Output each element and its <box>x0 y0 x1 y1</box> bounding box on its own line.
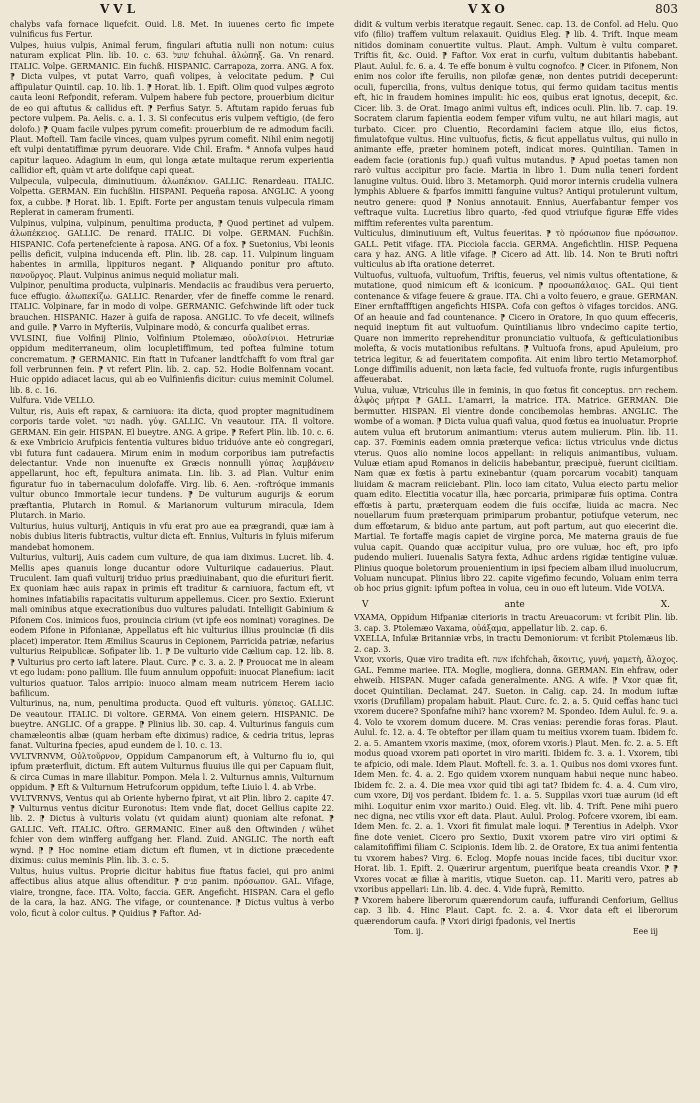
dictionary-entry: Vulturinus, na, num, penultima producta. Quod eft vulturis. γύπειος. GALLIC. De veautour. ITALIC. Di voltore. GERMA. Von einem geiern. HISPANIC. De bueytre. ANGLIC. Of a grappe. ⁋ Plinius lib. 30. cap. 4. Vulturinus fanguis cum chamæleontis albæ (quam herbam efte diximus) radice, & cedria tritus, lepras fanat. Vulturina fpecies, apud eundem de l. 10. c. 13. <box>10 699 334 751</box>
signature-mark: Tom. ij. <box>394 926 424 936</box>
dictionary-entry: VXAMA, Oppidum Hifpaniæ citerioris in tractu Areuacorum: vt fcribit Plin. lib. 3. cap. 3. Ptolemæo Vaxama, οὐάξαμα, appellatur lib. 2. cap. 6. <box>354 613 678 633</box>
dictionary-entry: Vulticulus, diminutiuum eft, Vultus feueritas. ⁋ τὸ πρόσωπον fiue πρόσωπον. GALL. Petit vifage. ITA. Picciola faccia. GERMA. Angefichtlin. HISP. Pequena cara y haz. ANG. A litle vifage. ⁋ Cicero ad Att. lib. 14. Non te Bruti noftri vulticulus ab ifta oratione deterret. <box>354 229 678 270</box>
right-column <box>354 20 678 1095</box>
section-letter: V <box>362 599 369 610</box>
dictionary-entry: Vultuofus, vultuofa, vultuofum, Triftis, feuerus, vel nimis vultus oftentatione, & mutatione, quod nimicum eft & iconicum. ⁋ προσωπάλαιος. GAL. Qui tient contenance & vifage feuere & graue. ITA. Chi a volto feuero, e graue. GERMAN. Einer ernftaffftigen angefichts HISPA. Cofa con geftos ò vifages torcidos. ANG. Of an heauie and fad countenance. ⁋ Cicero in Oratore, In quo quum effeceris, nequid ineptum fit aut vultuofum. Quintilianus libro vndecimo capite tertio, Quare non immerito reprehenditur pronunciatio vultuofa, & gefticulationibus molefta, & vocis mutationibus refultans. ⁋ Vultuofa frons, apud Apuleium, pro tetrica legitur, & ad feueritatem compofita. Ait enim libro tertio Metamorphof. Longe diffimilis aduenit, non læta facie, fed vultuofa fronte, rugis infurgentibus affeuerabat. <box>354 270 678 385</box>
dictionary-entry: VVLTVRNVM, Οὐλτοῦρνον, Oppidum Campanorum eft, à Vulturno flu io, qui ipfum præterfluit, dictum. Eft autem Vulturnus fluuius ille qui per Capuam fluit, & circa Cumas in mare illabitur. Pompon. Mela l. 2. Vulturnus amnis, Vulturnum oppidum. ⁋ Eft & Vulturnum Hetrufcorum oppidum, tefte Liuio l. 4. ab Vrbe. <box>10 751 334 793</box>
page-number: 803 <box>655 2 678 16</box>
catchword: Eee iij <box>632 926 658 936</box>
running-head-left: VVL <box>100 2 140 16</box>
left-column <box>10 20 334 1095</box>
dictionary-entry: Vultus, huius vultus. Proprie dicitur habitus fiue ftatus faciei, qui pro animi affectibus alius atque alius oftenditur. ⁋ פנים panim. πρόσωπον. GAL. Vifage, viaire, trongne, face. ITA. Volto, faccia. GER. Angeficht. HISPAN. Cara el geflo de la cara, la haz. ANG. The vifage, or countenance. ⁋ Dictus vultus à verbo volo, ficut à color cultus. ⁋ Quidius ⁋ Faftor. Ad- <box>10 866 334 918</box>
dictionary-entry: Vulpinor, penultima producta, vulpinaris. Mendaciis ac fraudibus vera peruerto, fuce effugio. ἀλωπεκίζω. GALLIC. Renarder, vfer de fineffe comme le renard. ITALIC. Volpinare, far in modo di volpe. GERMANIC. Gefchwinde lift oder tuck brauchen. HISPANIC. Hazer à guifa de raposa. ANGLIC. To vfe deceit, wilinefs and guile. ⁋ Varro in Myfteriis, Vulpinare modò, & concurfa qualibet erras. <box>10 281 334 333</box>
dictionary-entry: Vulfura. Vide VELLO. <box>10 396 96 406</box>
dictionary-entry: Vultur, ris, Auis eft rapax, & carniuora: ita dicta, quod propter magnitudinem corporis tarde volet. נשר nadh. γύψ. GALLIC. Vn veautour. ITA. Il voltore. GERMAN. Ein geir. HISPAN. El bueytre. ANG. A gripe. ⁋ Refert Plin. lib. 10. c. 6. & exe Vmbricio Arufpicis fententia vultures biduo triduóve ante eò congregari, vbi futura funt cadauera. Mirum enim in modum corporibus iam putrefactis delectantur. Vnde non inuenufte ex Græcis nonnulli γύπας λαμβάνειν appellarunt, hoc eft, fepultura animata. Lin. lib. 3. ad Plan. Vultur enim figuratur fuo in tabernaculum dolofaffe. Virg. lib. 6. Aen. -roftróque immanis vultur obunco Immortale iecur tundens. ⁋ De vulturum augurijs & eorum præftantia, Plutarch in Romul. & Marianorum vulturum miracula, Idem Plutarch. in Mario. <box>10 406 334 521</box>
running-head-right: VXO <box>468 2 509 16</box>
dictionary-entry: Vulpes, huius vulpis, Animal ferum, fingulari aftutia nulli non notum: cuius naturam explicat Plin. lib. 10. c. 63. שועל fchuhal. ἀλώπηξ. Ga. Vn renard. ITALIC. Volpe. GERMANIC. Ein fuchß. HISPANIC. Carrapoza, zorra. ANG. A fox. ⁋ Dicta vulpes, vt putat Varro, quafi volipes, à velocitate pedum. ⁋ Cui affipulatur Quintil. cap. 10. lib. 1. ⁋ Horat. lib. 1. Epift. Olim quod vulpes ægroto cauta leoni Refpondit, referam. Vulpem habere fub pectore, prouerbium dicitur de eo qui aftutus & callidus eft. ⁋ Perfius Satyr. 5. Aftutam rapido feruas fub pectore vulpem. Pa. Aelis. c. a. 1. 3. Si confecutus eris vulpem veftigio, (de fero dolofo.) ⁋ Quam facile vulpes pyrum comefit: prouerbium de re admodum facili. Plaut. Moftell. Tam facile vinces, quam vulpes pyrum comefit. Nihil enim negotij eft vulpi dentatiffimæ pyrum deuorare. Vide Chil. Erafm. * Annofa vulpes haud capitur laqueo. Adagium in eum, qui longa ætate multaque rerum experientia callidior eft, quàm vt arte dolifque capi queat. <box>10 40 334 176</box>
dictionary-entry: ⁋ Vxorem habere liberorum quærendorum caufa, iuffurandi Cenforium, Gellius cap. 3 lib. 4. Hinc Plaut. Capt. fc. 2. a. 4. Vxor data eft ei liberorum quærendorum caufa. ⁋ Vxori dirigi fpadonis, vel Inertis <box>354 895 678 926</box>
dictionary-entry: Vulpecula, vulpecula, diminutiuum. ἀλωπέκιον. GALLIC. Renardeau. ITALIC. Volpetta. GERMAN. Ein fuchßlin. HISPANI. Pequeña raposa. ANGLIC. A yoong fox, a cubbe. ⁋ Horat. lib. 1. Epift. Forte per angustam tenuis vulpecula rimam Replerat in cameram frumenti. <box>10 176 334 218</box>
dictionary-entry: Vulua, vuluæ, Vtriculus ille in feminis, in quo fœtus fit conceptus. רחם rechem. ἀλφὸς μήτρα ⁋ GALL. L'amarri, la matrice. ITA. Matrice. GERMAN. Die bermutter. HISPAN. El vientre donde concibemolas hembras. ANGLIC. The wombe of a woman. ⁋ Dicta vulua quafi valua, quod fœtus ea inuoluatur. Proprie autem vulua eft brutorum animantium: vterus autem mulierum. Plin. lib. 11. cap. 37. Fœminis eadem omnia præterque vefica: iictus vtriculus vnde dictus vterus. Quos alio nomine locos appellant: in reliquis animantibus, vuluam. Vuluæ etiam apud Romanos in deliciis habebantur, præcipuè, fuerunt ciciltiam. Nam quæ ex fœtis à partu exinebantur (quam porcarum vocabit) tanquam liuidam & macram reiiciebant. Plin. loco iam citato, Vulua eiecto partu melior quam edito. Electitia vocatur illa, hæc porcaria, primiparæ fuis optima. Contra effœtis à partu, præterquam eodem die fuis occifæ, liuida ac macra. Nec nouellarum fuum præterquam primiparum probantur, potiufque veterum, nec dum effœtarum, & biduo ante partum, aut poft partum, aut quo eiecerint die. Martial. Te fortaffe magis capiet de virgine porca, Me materna grauis de fue vulua capit. Quando quæ accipitur vulua, pro ore vuluæ, hoc eft, pro ipfo pudendo mulieri. Iuuenalis Satyra fexta, Adhuc ardens rigidæ tentigine vuluæ. Plinius quoque boletorum prouenientium in ipsi fpeciem albam illud inuolucrum, Voluam nuncupat. Plinius libro 22. capite vigefimo fecundo, Voluam enim terra ob hoc prius gignit: ipfum poftea in volua, ceu in ouo eft luteum. Vide VOLVA. <box>354 385 678 594</box>
dictionary-entry: Vxor, vxoris, Quæ viro tradita eft. אשה ifchfchah, ἄκοιτις, γυνή, γαμετὴ, ἄλοχος. GAL. Femme mariee. ITA. Moglie, mogliera, donna. GERMAN. Ein ehfraw, oder ehweib. HISPAN. Muger cafada generalmente. ANG. A wife. ⁋ Vxor quæ fit, docet Quintilian. Declamat. 247. Sueton. in Calig. cap. 24. In modum iuftæ vxoris (Drufillam) propalam habuit. Plaut. Curc. fc. 2. a. 5. Quid ceffas hanc tuci vxorem ducere? Sponfafne mihi? hanc vxorem? M. Spondeo. Idem Aulul. fc. 9. a. 4. Volo te vxorem domum ducere. M. Cras venias: perendie foras foras. Plaut. Aulul. fc. 12. a. 4. Te obteftor per illam quam tu meitius vxorem tuam. Ibidem fc. 2. a. 5. Amantem vxoris maxime, (mox, oforem vxoris.) Plaut. Men. fc. 2. a. 5. Eft modus quoad vxorem pati oportet in viro mariti. Ibidem fc. 3. a. 1. Vxorem, tibi te afpicio, odi male. Idem Plaut. Moftell. fc. 3. a. 1. Quibus nos domi vxores funt. Idem Men. fc. 4. a. 2. Ego quidem vxorem nunquam habui neque nunc habeo. Ibidem fc. 2. a. 4. Die mea vxor quid tibi agi tat? Ibidem fc. 4. a. 4. Cum viro, cum vxore, Dij vos perdant. Ibidem fc. 1. a. 5. Suppilas vxori tuæ aurum (id eft mihi. Loquitur enim vxor marito.) Ouid. Eleg. vlt. lib. 4. Trift. Pene mihi puero nec digna, nec vtilis vxor eft data. Plaut. Aulul. Prolog. Pofcere vxorem, ibi eam. Idem Men. fc. 2. a. 1. Vxori fit fimulat male loqui. ⁋ Terentius in Adelph. Vxor fine dote veniet. Cicero pro Sextio, Duxit vxorem patre viro viri optimi & calamitofiffimi filiam C. Scipionis. Idem lib. 2. de Oratore, Ex tua animi fententia tu vxorem habes? Virg. 6. Eclog. Mopfe nouas incide faces, tibi ducitur vxor. Horat. lib. 1. Epift. 2. Quærirur argentum, puerifque beata creandis Vxor. ⁋ ⁋ Vxores vocat æ filiæ à maritis, vtique Sueton. cap. 11. Mariti vero, patres ab vxoribus appellari: Lin. lib. 4. dec. 4. Vide fuprà, Remitto. <box>354 655 678 895</box>
dictionary-entry: Vulturius, huius vulturij, Antiquis in vfu erat pro aue ea prægrandi, quæ iam à nobis dubius literis fubtractis, vultur dicta eft. Ennius, Vulturis in fyluis miferum mandebat homonem. <box>10 521 334 552</box>
dictionary-entry: VVLSINI, fiue Volfinij Plinio, Volfinium Ptolemæo, οὐολσίνιοι. Hetruriæ oppidum mediterraneum, olim locupletiffimum, ted poftea fulmine totum concrematum. ⁋ GERMANIC. Ein ftatt in Tufcaner landtfchafft fo vom ftral gar foll verbrunnen fein. ⁋ vt refert Plin. lib. 2. cap. 52. Hodie Bolfennam vocant. Huic oppido adiacet lacus, qui ab eo Vulfinienfis dicitur: cuius meminit Columel. lib. 8. c. 16. <box>10 333 334 395</box>
section-heading <box>362 600 670 610</box>
section-connector: ante <box>504 599 525 610</box>
running-header <box>10 2 678 20</box>
section-next-letter: X. <box>660 599 670 610</box>
dictionary-entry: Vulturius, vulturij, Auis cadem cum vulture, de qua iam diximus. Lucret. lib. 4. Mellis apes quanuis longe ducantur odore Vulturiique cadauerius. Plaut. Truculent. Iam quafi vulturij triduo prius prædiuinabant, quo die efurituri fierit. Ex quoniam hæc auis rapax in primis eft traditur & carniuora, factum eft, vt homines infatiabilis rapacitatis vulturum appellemus. Cicer. pro Sextio. Exierunt mali ominibus atque execrationibus duo vultures paludati. Intelligit Gabinium & Pifonem Cos. inimicos fuos, prouincia cirium (vt ipfe eos nominat) voragines. De eodem Pifone in Pifonianæ, Appellatus eft hic vulturius illius prouinciæ (fi diis placet) imperator. Item Æmilius Scaurus in Cepionem, Parricida patriæ, nefarius vulturius Reipublicæ. Sofipater lib. 1. ⁋ De vulturio vide Cælium cap. 12. lib. 8. ⁋ Vulturius pro certo iaft latere. Plaut. Curc. ⁋ c. 3. a. 2. ⁋ Prouocat me in aleam vt ego ludam: pono pallium. Ille fuum annulum oppofuit: inuocat Planefium: iacit vulturios quatuor. Talos arripio: inuoco almam meam nutricem Herem iacio bafilicum. <box>10 553 334 698</box>
dictionary-entry: VVLTVRNVS, Ventus qui ab Oriente hyberno fpirat, vt ait Plin. libro 2. capite 47. ⁋ Vulturnus ventus dicitur Euronotus: Item vnde flat, docet Gellius capite 22. lib. 2. ⁋ Dictus à vulturis volatu (vt quidam aiunt) quoniam alte refonat. ⁋ GALLIC. Veft. ITALIC. Oftro. GERMANIC. Einer auß den Oftwinden / wühet fchier von dem winfferg auffgang her. Fland. Zuid. ANGLIC. The north eaft wynd. ⁋ ⁋ Hoc nomine etiam dictum eft flumen, vt in dictione præcedente diximus: cuius meminis Plin. lib. 3. c. 5. <box>10 793 334 866</box>
text-columns <box>10 20 678 1095</box>
dictionary-entry: chalybs vafa fornace liquefcit. Ouid. l.8. Met. In iuuenes certo fic impete vulnificus fus Fertur. <box>10 20 334 40</box>
page-footer <box>354 927 678 937</box>
dictionary-entry: didit & vultum verbis iteratque regauit. Senec. cap. 13. de Confol. ad Helu. Quo vifo (filio) traffem vultum relaxauit. Quidius Eleg. ⁋ lib. 4. Trift. Inque meam nitidos dominam conuertite vultus. Plaut. Amph. Vultum è vultu comparet. Triftis fit, &c. Ouid. ⁋ Faftor. Vox erat in curfu, vultum dubitantis habebant. Plaut. Aulul. fc. 6. a. 4. Te effe bonum è vultu cognofco. ⁋ Cicer. in Pifonem, Non enim nos color ifte feruilis, non pilofæ genæ, non dentes putridi deceperunt: oculi, fupercilia, frons, vultus denique totus, qui fermo quidam tacitus mentis eft, hic in fraudem homines impulit: hic eos, quibus erat ignotus, decepit, &c. Cicer. lib. 3. de Orat. Imago animi vultus eft, indices oculi. Plin. lib. 7. cap. 19. Socratem clarum fapientia eodem femper vifum vultu, ne aut hilari magis, aut turbato. Cicer. pro Cluentio, Recordamini faciem atque illo, eius fictos, fimulatofque vultus. Hinc vultuofus, fictis, & ficut appellatus vultus, qui nullo in animante effe, præter hominem poteft, indicat mores. Quintilian. Tamen in eadem facie (orationis fup.) quafi vultus mutandus. ⁋ Apud poetas tamen non rarò vultus accipitur pro facie. Martia in libro 1. Dum nulla teneri fordent lanugine vultus. Ouid. libro 3. Metamorph. Quid moror internis crudelia vulnera lymphis Abluere & fparfos immitti fanguine vultus? Antiqui protulerunt vultum, neutro genere: quod ⁋ Nonius annotauit. Ennius, Auerfabantur femper vos veftraque vulta. Lucretius libro quarto, -fed quod vtriufque figuræ Effe vides mifftim referentes vulta parentum. <box>354 20 678 228</box>
dictionary-entry: VXELLA, Infulæ Britanniæ vrbs, in tractu Demoniorum: vt fcribit Ptolemæus lib. 2. cap. 3. <box>354 634 678 654</box>
dictionary-entry: Vulpinus, vulpina, vulpinum, penultima producta, ⁋ Quod pertinet ad vulpem. ἀλωπέκειος. GALLIC. De renard. ITALIC. Di volpe. GERMAN. Fuchßin. HISPANIC. Cofa pertenefciente à raposa. ANG. Of a fox. ⁋ Suetonius, Vbi leonis pellis deficit, vulpina inducenda eft. Plin. lib. 28. cap. 11. Vulpinum linguam habentes in armilla, lippituros negant. ⁋ Aliquando ponitur pro aftuto. πανοῦργος. Plaut. Vulpinus animus nequid moliatur mali. <box>10 218 334 280</box>
